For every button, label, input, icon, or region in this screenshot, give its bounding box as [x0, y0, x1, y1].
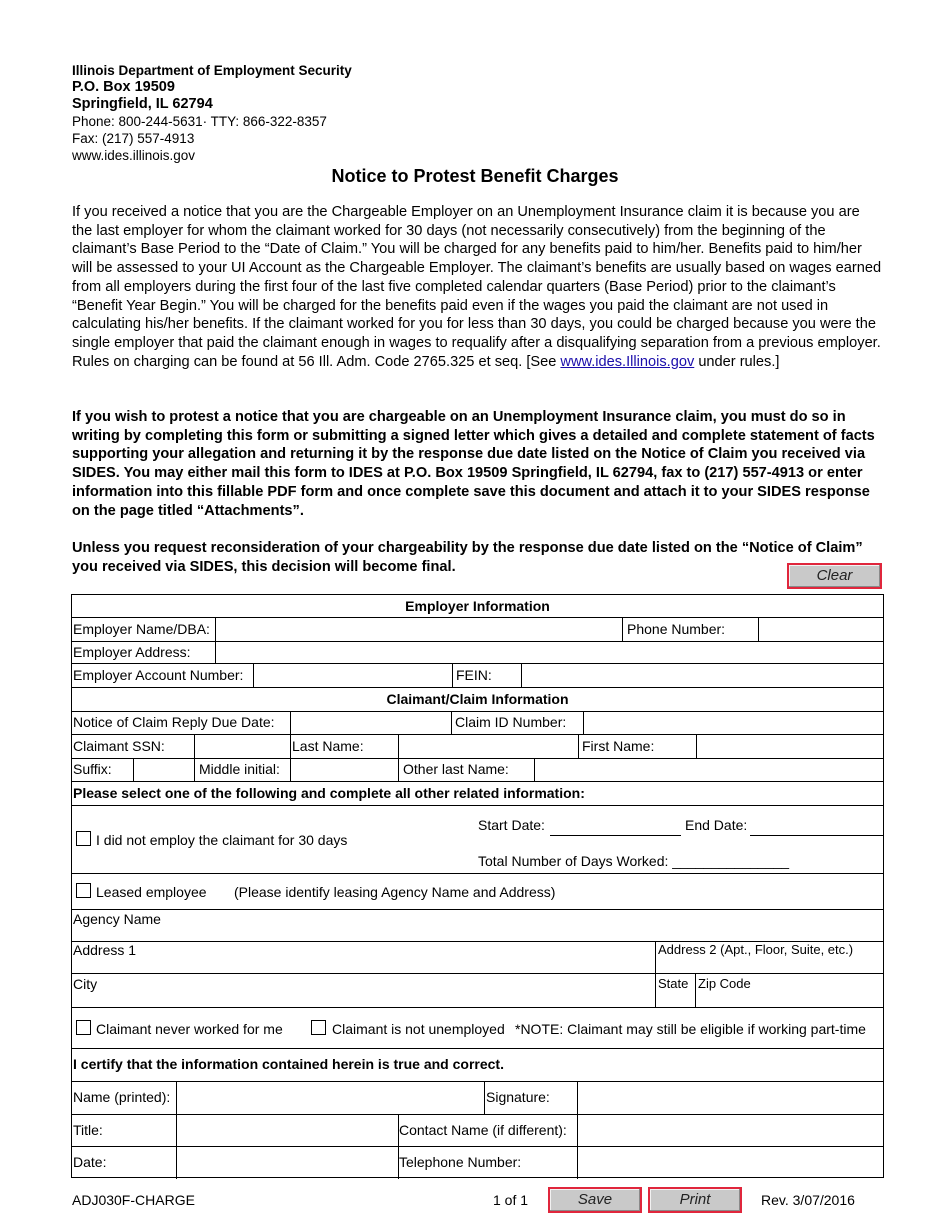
leased-employee-checkbox[interactable]	[76, 883, 91, 898]
first-name-label: First Name:	[582, 738, 655, 754]
not-unemployed-label: Claimant is not unemployed	[332, 1021, 505, 1037]
city-input[interactable]	[73, 974, 654, 1006]
state-input[interactable]	[657, 974, 694, 1006]
address2-input[interactable]	[657, 942, 883, 972]
part-time-note: *NOTE: Claimant may still be eligible if working part-time	[515, 1021, 866, 1037]
start-date-input[interactable]	[550, 835, 681, 836]
other-last-name-label: Other last Name:	[403, 761, 509, 777]
never-worked-checkbox[interactable]	[76, 1020, 91, 1035]
agency-website: www.ides.illinois.gov	[72, 148, 196, 163]
total-days-label: Total Number of Days Worked: _______________	[478, 853, 790, 869]
start-date-label: Start Date:	[478, 817, 545, 833]
last-name-input[interactable]	[400, 736, 577, 757]
address1-input[interactable]	[73, 942, 654, 972]
fein-input[interactable]	[523, 665, 882, 686]
employer-address-label: Employer Address:	[73, 644, 191, 660]
not-employed-30-days-label: I did not employ the claimant for 30 days	[96, 832, 348, 848]
suffix-input[interactable]	[135, 760, 193, 780]
reply-due-input[interactable]	[292, 713, 450, 733]
name-printed-input[interactable]	[178, 1083, 483, 1113]
end-date-input[interactable]	[750, 835, 883, 836]
date-label: Date:	[73, 1154, 107, 1170]
intro-paragraph	[72, 203, 882, 371]
select-instruction: Please select one of the following and complete all other related information:	[73, 785, 585, 801]
middle-initial-label: Middle initial:	[199, 761, 280, 777]
title-input[interactable]	[178, 1116, 397, 1145]
suffix-label: Suffix:	[73, 761, 112, 777]
page-number: 1 of 1	[493, 1192, 529, 1208]
claimant-ssn-label: Claimant SSN:	[73, 738, 165, 754]
contact-name-label: Contact Name (if different):	[399, 1122, 567, 1138]
city-label: City	[73, 976, 98, 992]
protest-instructions: If you wish to protest a notice that you are chargeable on an Unemployment Insurance claim, you must do so in writing by completing this form or submitting a signed letter which gives a detailed and complete statement of facts supporting your allegation and returning it by the response due date listed on the Notice of Claim you received via SIDES. You may either mail this form to IDES at P.O. Box 19509 Springfield, IL 62794, fax to (217) 557-4913 or enter information into this fillable PDF form and once complete save this document and attach it to your SIDES response on the page titled “Attachments”.	[72, 409, 875, 519]
state-label: State	[658, 976, 689, 991]
intro-text: If you received a notice that you are the Chargeable Employer on an Unemployment Insurance claim it is because you are the last employer for whom the claimant worked for 30 days (not necessarily consecutively) from the beginning of the claimant’s Base Period to the “Date of Claim.” You will be charged for any benefits paid to him/her. Benefits paid to him/her will be assessed to your UI Account as the Chargeable Employer. The claimant’s benefits are usually based on wages earned from all employers during the first four of the last five completed calendar quarters (Base Period) prior to the claimant’s “Benefit Year Begin.” You will be charged for the benefits paid even if the wages you paid the claimant are not used in calculating his/her benefits. If the claimant worked for you for less than 30 days, you could be charged because you were the single employer that paid the claimant enough in wages to requalify after a disqualifying separation from a previous employer. Rules on charging can be found at 56 Ill. Adm. Code 2765.325 et seq. [See	[72, 204, 882, 370]
po-box: P.O. Box 19509	[72, 79, 175, 95]
signature-input[interactable]	[579, 1083, 883, 1113]
employer-section-heading: Employer Information	[405, 598, 550, 614]
save-button[interactable]: Save	[548, 1187, 642, 1213]
contact-name-input[interactable]	[579, 1116, 883, 1145]
agency-phone: Phone: 800-244-5631· TTY: 866-322-8357	[72, 114, 327, 129]
address1-label: Address 1	[73, 942, 137, 958]
address2-label: Address 2 (Apt., Floor, Suite, etc.)	[658, 942, 854, 957]
claim-id-label: Claim ID Number:	[455, 714, 567, 730]
not-unemployed-checkbox[interactable]	[311, 1020, 326, 1035]
print-button[interactable]: Print	[648, 1187, 742, 1213]
employer-address-input[interactable]	[217, 643, 882, 662]
signature-label: Signature:	[486, 1089, 550, 1105]
agency-name-input[interactable]	[73, 910, 883, 940]
claim-section-heading: Claimant/Claim Information	[386, 691, 569, 707]
intro-text-end: under rules.]	[694, 353, 780, 370]
protest-form	[71, 594, 884, 1178]
first-name-input[interactable]	[698, 736, 882, 757]
revision-date: Rev. 3/07/2016	[761, 1192, 855, 1208]
leased-employee-label: Leased employee	[96, 884, 207, 900]
leased-note: (Please identify leasing Agency Name and Address)	[234, 884, 556, 900]
last-name-label: Last Name:	[292, 738, 364, 754]
end-date-label: End Date:	[685, 817, 748, 833]
fein-label: FEIN:	[456, 667, 492, 683]
middle-initial-input[interactable]	[292, 760, 397, 780]
form-id: ADJ030F-CHARGE	[72, 1192, 195, 1208]
phone-number-input[interactable]	[760, 619, 882, 640]
agency-city: Springfield, IL 62794	[72, 96, 213, 112]
agency-fax: Fax: (217) 557-4913	[72, 131, 195, 146]
employer-name-input[interactable]	[217, 619, 620, 640]
telephone-input[interactable]	[579, 1148, 883, 1177]
agency-name: Illinois Department of Employment Security	[72, 63, 352, 78]
employer-account-input[interactable]	[255, 665, 451, 686]
agency-name-label: Agency Name	[73, 911, 161, 927]
telephone-label: Telephone Number:	[399, 1154, 522, 1170]
employer-name-label: Employer Name/DBA:	[73, 621, 210, 637]
agency-header	[72, 62, 352, 164]
title-label: Title:	[73, 1122, 103, 1138]
zip-label: Zip Code	[698, 976, 751, 991]
page-title: Notice to Protest Benefit Charges	[331, 166, 619, 186]
never-worked-label: Claimant never worked for me	[96, 1021, 283, 1037]
name-printed-label: Name (printed):	[73, 1089, 171, 1105]
claimant-ssn-input[interactable]	[196, 736, 289, 757]
employer-account-label: Employer Account Number:	[73, 667, 244, 683]
clear-button[interactable]: Clear	[787, 563, 882, 589]
reply-due-label: Notice of Claim Reply Due Date:	[73, 714, 275, 730]
certify-statement: I certify that the information contained herein is true and correct.	[73, 1056, 504, 1072]
not-employed-30-days-checkbox[interactable]	[76, 831, 91, 846]
ides-rules-link[interactable]: www.ides.Illinois.gov	[560, 353, 695, 370]
phone-number-label: Phone Number:	[627, 621, 726, 637]
date-input[interactable]	[178, 1148, 397, 1177]
final-warning: Unless you request reconsideration of your chargeability by the response due date listed on the “Notice of Claim” you received via SIDES, this decision will become final.	[72, 540, 863, 575]
other-last-name-input[interactable]	[536, 760, 882, 780]
zip-input[interactable]	[697, 974, 883, 1006]
claim-id-input[interactable]	[585, 713, 882, 733]
